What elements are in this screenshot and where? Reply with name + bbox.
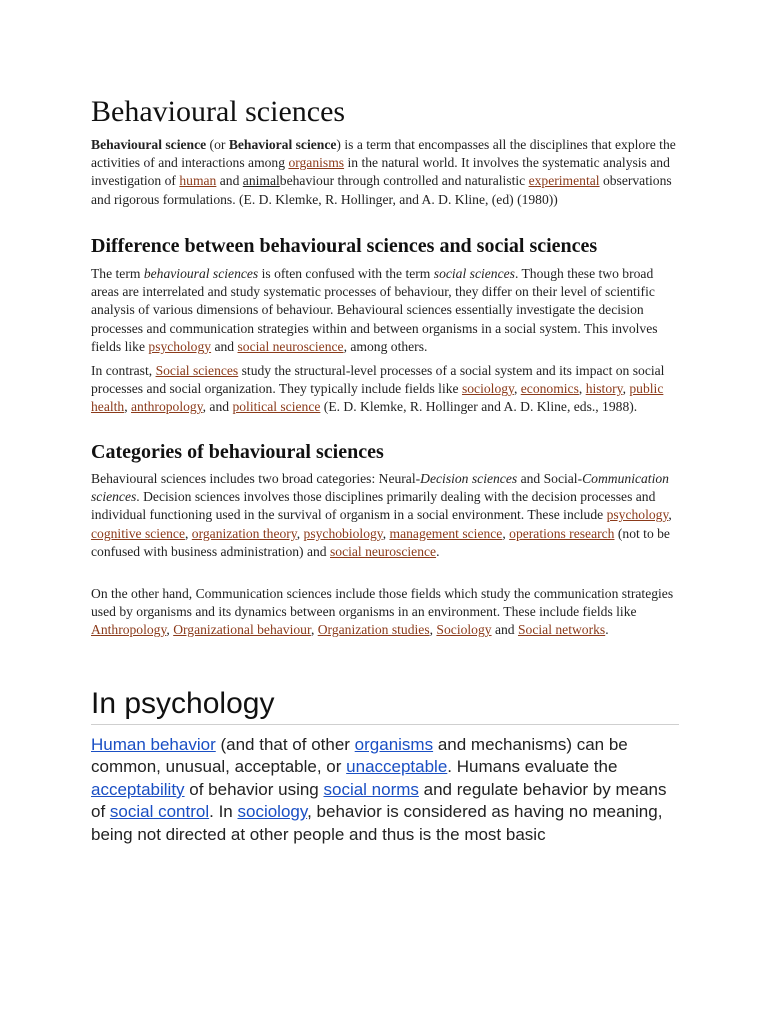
link-management-science[interactable]: management science (389, 525, 503, 541)
text: In contrast, (91, 363, 156, 378)
page-title: Behavioural sciences (91, 95, 346, 128)
link-organisms[interactable]: organisms (288, 155, 345, 171)
link-psychology[interactable]: psychology (606, 507, 669, 523)
separator: , and (202, 399, 233, 415)
link-social-norms[interactable]: social norms (323, 779, 419, 799)
intro-paragraph (91, 136, 681, 209)
separator: , (578, 381, 586, 397)
link-cognitive-science[interactable]: cognitive science (91, 525, 185, 541)
text: (or (206, 137, 229, 152)
term-social-sciences: social sciences (433, 266, 515, 281)
link-organization-theory[interactable]: organization theory (191, 525, 297, 541)
separator: and (491, 622, 518, 638)
link-anthropology[interactable]: Anthropology (91, 622, 167, 638)
link-psychobiology[interactable]: psychobiology (303, 525, 383, 541)
link-operations-research[interactable]: operations research (509, 525, 615, 541)
text: study the structural-level processes of a social system and its impact on social processes and social organization. They typically include fields like (91, 363, 665, 397)
term-behavioral-science: Behavioral science (228, 137, 337, 152)
link-organization-studies[interactable]: Organization studies (317, 622, 430, 638)
text: in the natural world. It involves the systematic analysis and investigation of (91, 155, 670, 189)
text: (E. D. Klemke, R. Hollinger and A. D. Kline, eds., 1988). (320, 399, 638, 415)
link-economics[interactable]: economics (520, 381, 579, 397)
link-social-neuroscience[interactable]: social neuroscience (237, 338, 344, 354)
link-public-health[interactable]: public health (91, 381, 664, 415)
text: and (216, 173, 243, 189)
link-human-behavior[interactable]: Human behavior (91, 735, 216, 754)
text: The term (91, 266, 144, 281)
text: Behavioural sciences includes two broad categories: Neural- (91, 471, 421, 486)
separator: , (382, 525, 390, 541)
term-decision-sciences: Decision sciences (420, 471, 518, 486)
separator: , (310, 622, 318, 638)
categories-paragraph-2 (91, 585, 681, 640)
text: , among others. (343, 338, 428, 354)
term-communication-sciences: Communication sciences (91, 471, 669, 505)
text: and regulate behavior by means of (91, 779, 667, 822)
text: and (211, 338, 238, 354)
link-anthropology[interactable]: anthropology (131, 399, 203, 415)
psychology-paragraph (91, 734, 681, 846)
link-unacceptable[interactable]: unacceptable (346, 757, 448, 777)
separator: , (166, 622, 174, 638)
link-social-control[interactable]: social control (109, 802, 210, 822)
separator: , (668, 507, 672, 523)
separator: , (502, 525, 510, 541)
link-organizational-behaviour[interactable]: Organizational behaviour (173, 622, 311, 638)
link-experimental[interactable]: experimental (528, 173, 600, 189)
link-history[interactable]: history (585, 381, 623, 397)
text: (not to be confused with business administration) and (91, 525, 670, 559)
term-behavioural-science: Behavioural science (91, 137, 207, 152)
text: . (436, 543, 440, 559)
text: . Though these two broad areas are interrelated and study systematic processes of behaviour, they differ on their level of scientific analysis of various dimensions of behaviour. Behavioural sciences essentially investigate the decision processes and communication strategies within and between organisms in a social system. This involves fields like (91, 266, 658, 354)
text: . Decision sciences involves those disciplines primarily dealing with the decision processes and individual functioning used in the survival of organism in a social environment. These include (91, 489, 656, 523)
link-sociology[interactable]: sociology (237, 802, 308, 822)
link-psychology[interactable]: psychology (148, 338, 212, 354)
separator: , (622, 381, 630, 397)
separator: , (184, 525, 192, 541)
link-animal[interactable]: animal (242, 173, 280, 189)
text: of behavior using (184, 779, 324, 799)
text: ) is a term that encompasses all the disciplines that explore the activities of and interactions among (91, 137, 676, 171)
text: and mechanisms) can be common, unusual, acceptable, or (91, 735, 628, 777)
difference-paragraph-1 (91, 265, 681, 356)
text: observations and rigorous formulations. (E. D. Klemke, R. Hollinger, and A. D. Kline, (ed) (1980)) (91, 173, 672, 207)
separator: , (124, 399, 132, 415)
text: behaviour through controlled and naturalistic (279, 173, 529, 189)
link-social-sciences[interactable]: Social sciences (155, 363, 239, 378)
text: . In (209, 802, 238, 822)
section-heading-difference: Difference between behavioural sciences and social sciences (91, 235, 598, 257)
text: and Social- (517, 471, 583, 486)
categories-paragraph-1 (91, 470, 681, 561)
separator: , (296, 525, 304, 541)
text: (and that of other (215, 735, 355, 754)
text: On the other hand, Communication sciences include those fields which study the communication strategies used by organisms and its dynamics between organisms in an environment. These include fields like (91, 586, 674, 620)
link-social-neuroscience[interactable]: social neuroscience (330, 543, 437, 559)
text: . (605, 622, 609, 638)
text: is often confused with the term (258, 266, 434, 281)
separator: , (513, 381, 521, 397)
link-sociology[interactable]: Sociology (436, 622, 492, 638)
link-sociology[interactable]: sociology (461, 381, 514, 397)
link-organisms[interactable]: organisms (354, 735, 434, 754)
separator: , (429, 622, 437, 638)
link-social-networks[interactable]: Social networks (518, 622, 606, 638)
section-heading-in-psychology: In psychology (91, 687, 275, 720)
term-behavioural-sciences: behavioural sciences (143, 266, 259, 281)
link-human[interactable]: human (179, 173, 217, 189)
text: . Humans evaluate the (447, 757, 618, 777)
text: , behavior is considered as having no meaning, being not directed at other people and thus is the most basic (91, 802, 663, 844)
link-acceptability[interactable]: acceptability (91, 779, 185, 799)
link-political-science[interactable]: political science (232, 399, 321, 415)
difference-paragraph-2 (91, 362, 681, 417)
heading-divider (91, 724, 679, 725)
section-heading-categories: Categories of behavioural sciences (91, 441, 384, 463)
